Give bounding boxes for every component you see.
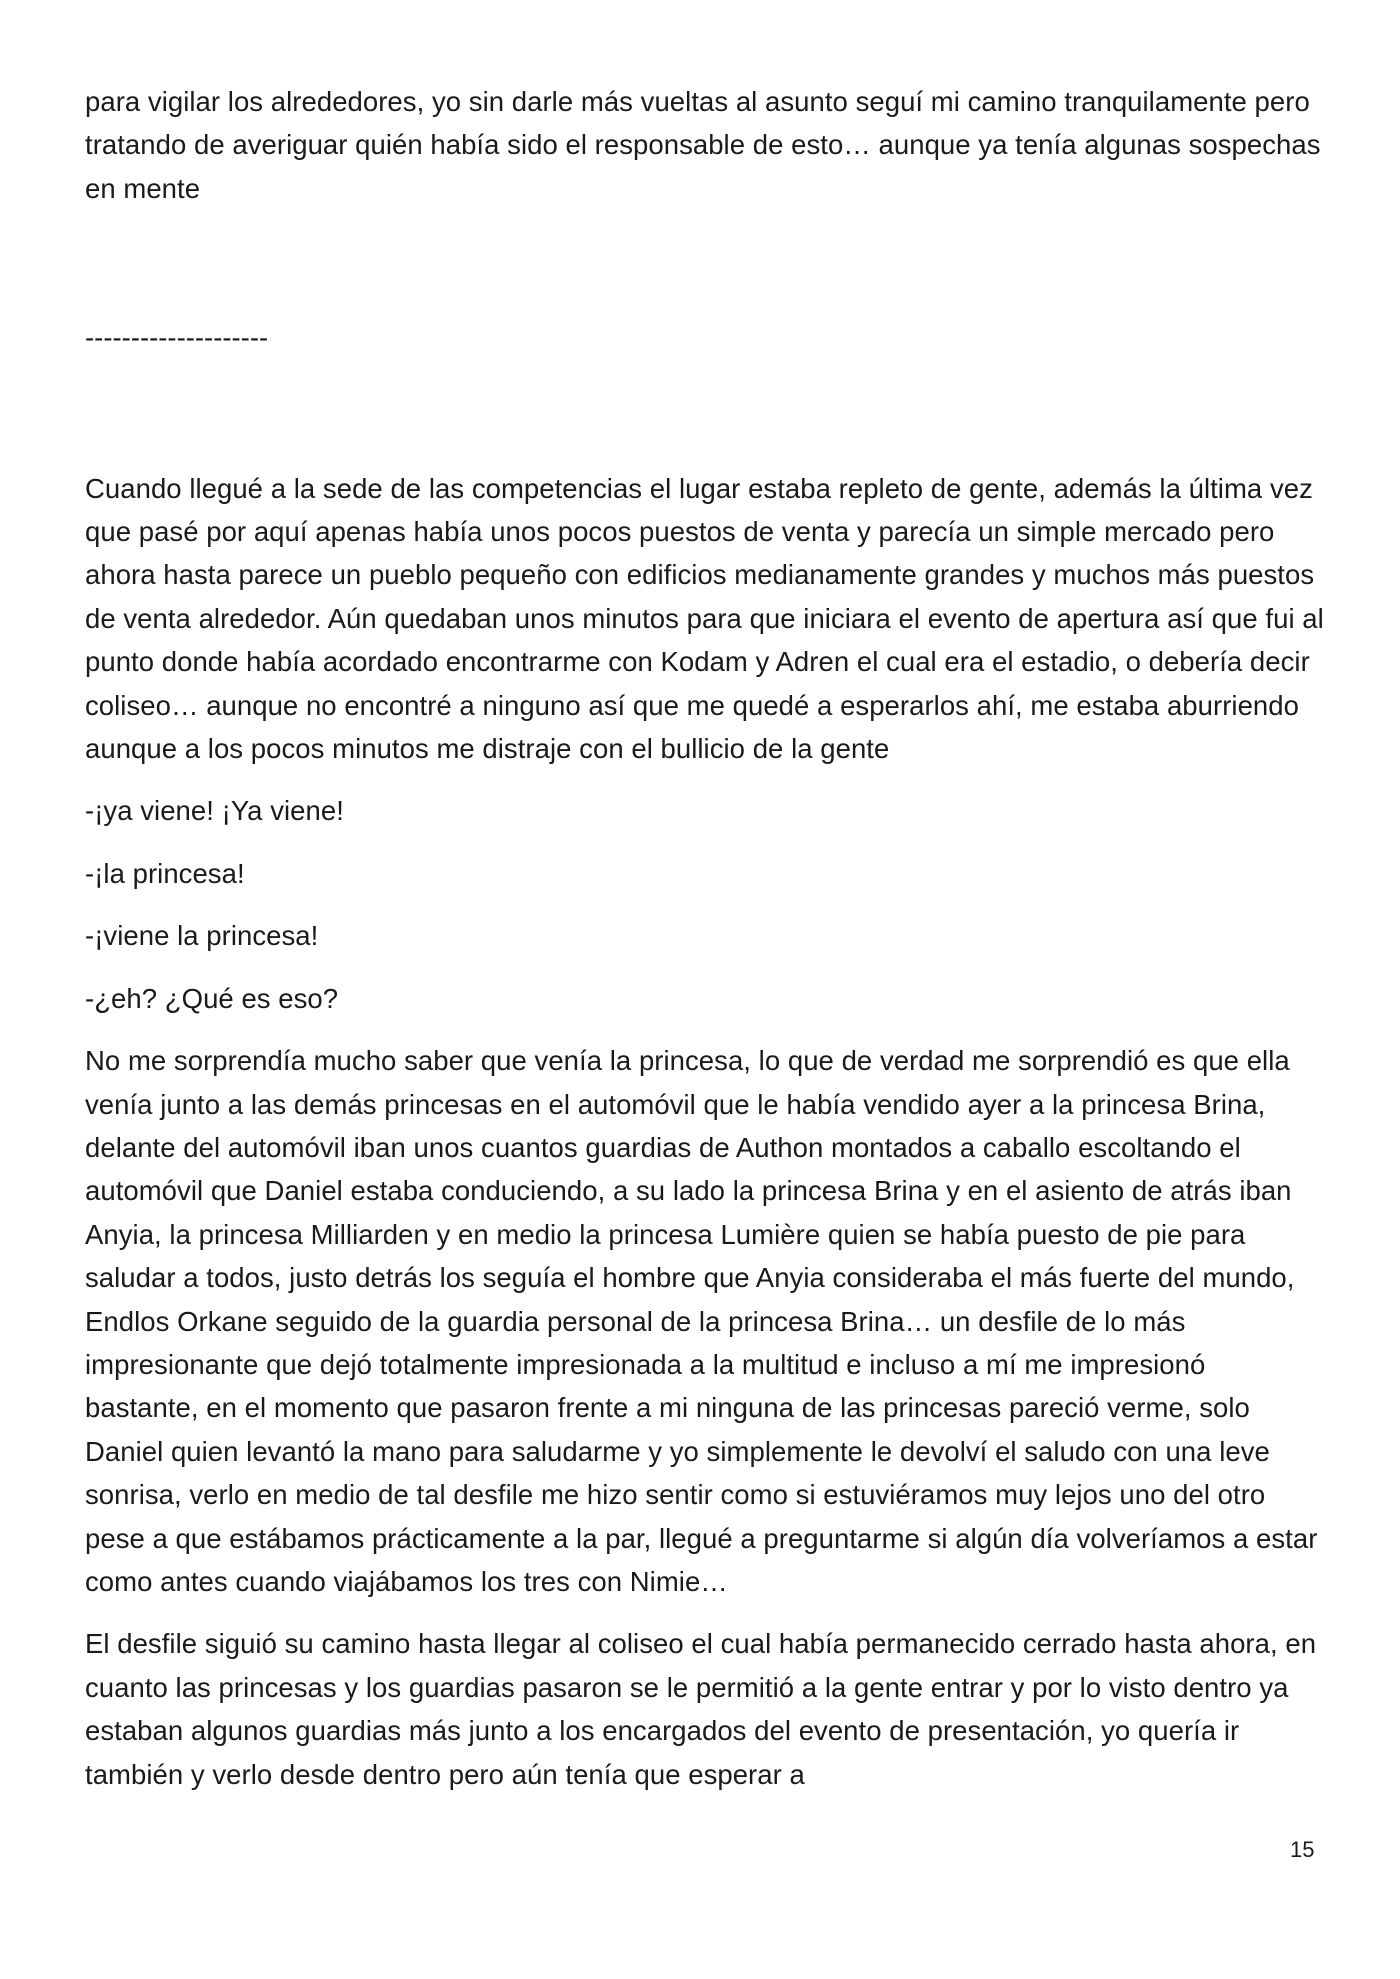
paragraph-intro: para vigilar los alrededores, yo sin darle más vueltas al asunto seguí mi camino tranquilamente pero tratando de averiguar quién había sido el responsable de esto… aunque ya tenía algunas sospechas en mente [85, 86, 1321, 204]
dialogue-line: -¡viene la princesa! [85, 920, 319, 952]
page-number: 15 [1290, 1837, 1315, 1862]
dialogue-line: -¡ya viene! ¡Ya viene! [85, 795, 344, 827]
paragraph-coliseum: El desfile siguió su camino hasta llegar al coliseo el cual había permanecido cerrado hasta ahora, en cuanto las princesas y los guardias pasaron se le permitió a la gente entrar y por lo visto dentro ya estaban algunos guardias más junto a los encargados del evento de presentación, yo quería ir también y verlo desde dentro pero aún tenía que esperar a [85, 1628, 1317, 1790]
paragraph-parade: No me sorprendía mucho saber que venía la princesa, lo que de verdad me sorprendió es que ella venía junto a las demás princesas en el automóvil que le había vendido ayer a la princesa Brina, delante del automóvil iban unos cuantos guardias de Authon montados a caballo escoltando el automóvil que Daniel estaba conduciendo, a su lado la princesa Brina y en el asiento de atrás iban Anyia, la princesa Milliarden y en medio la princesa Lumière quien se había puesto de pie para saludar a todos, justo detrás los seguía el hombre que Anyia consideraba el más fuerte del mundo, Endlos Orkane seguido de la guardia personal de la princesa Brina… un desfile de lo más impresionante que dejó totalmente impresionada a la multitud e incluso a mí me impresionó bastante, en el momento que pasaron frente a mi ninguna de las princesas pareció verme, solo Daniel quien levantó la mano para saludarme y yo simplemente le devolví el saludo con una leve sonrisa, verlo en medio de tal desfile me hizo sentir como si estuviéramos muy lejos uno del otro pese a que estábamos prácticamente a la par, llegué a preguntarme si algún día volveríamos a estar como antes cuando viajábamos los tres con Nimie… [85, 1045, 1318, 1597]
document-page [85, 80, 1325, 1796]
scene-separator: -------------------- [85, 322, 269, 354]
dialogue-line: -¡la princesa! [85, 857, 245, 889]
dialogue-line: -¿eh? ¿Qué es eso? [85, 982, 339, 1014]
paragraph-arrival: Cuando llegué a la sede de las competencias el lugar estaba repleto de gente, además la última vez que pasé por aquí apenas había unos pocos puestos de venta y parecía un simple mercado pero ahora hasta parece un pueblo pequeño con edificios medianamente grandes y muchos más puestos de venta alrededor. Aún quedaban unos minutos para que iniciara el evento de apertura así que fui al punto donde había acordado encontrarme con Kodam y Adren el cual era el estadio, o debería decir coliseo… aunque no encontré a ninguno así que me quedé a esperarlos ahí, me estaba aburriendo aunque a los pocos minutos me distraje con el bullicio de la gente [85, 472, 1324, 765]
